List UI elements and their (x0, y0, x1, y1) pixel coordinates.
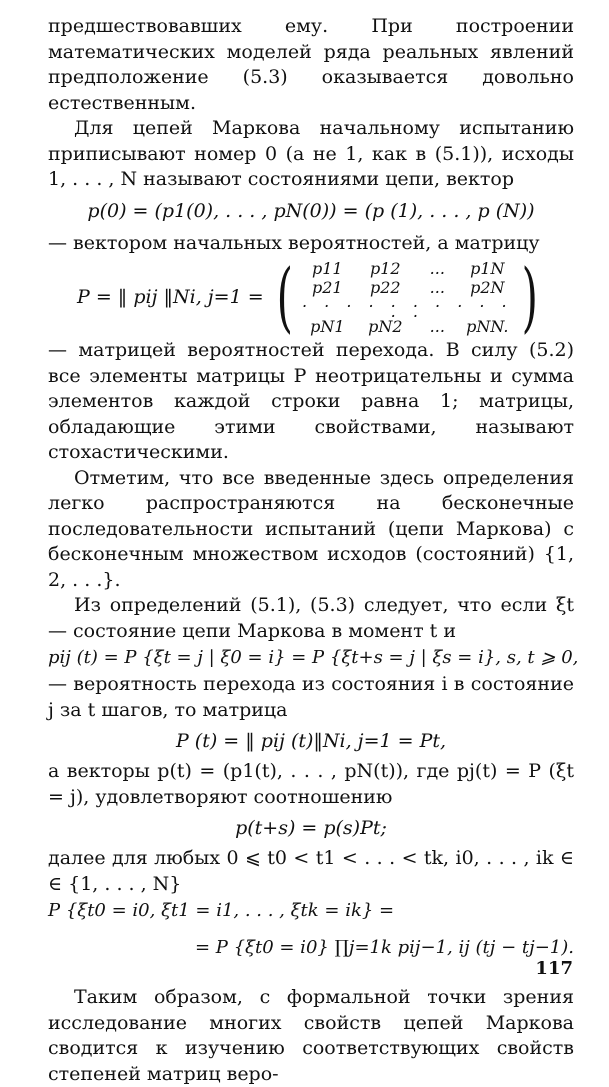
left-paren: ( (276, 252, 293, 341)
matrix-cell: p1N (470, 258, 505, 278)
paragraph-9: далее для любых 0 ⩽ t0 < t1 < . . . < tk, i0, . . . , ik ∈ ∈ {1, . . . , N} (48, 847, 574, 895)
right-paren: ) (521, 252, 539, 341)
equation-initial-vector: p(0) = (p1(0), . . . , pN(0)) = (p (1), . . . , p (N)) (87, 199, 535, 222)
matrix-cell: ... (429, 258, 445, 278)
text-body (48, 14, 579, 1087)
matrix-cell: p21 (312, 277, 343, 297)
matrix-cell: pN1 (310, 316, 345, 336)
matrix-lhs: P = ‖ pij ‖Ni, j=1 = (77, 286, 264, 308)
equation-matrix-power: P (t) = ‖ pij (t)‖Ni, j=1 = Pt, (175, 730, 447, 752)
paragraph-4: — матрицей вероятностей перехода. В силу (5.2) все элементы матрицы P неотрицательны и сумма элементов каждой строки равна 1; матрицы, обладающие этими свойствами, называют стохастическими. (48, 339, 574, 463)
matrix-cell: p12 (370, 258, 401, 278)
paragraph-2: Для цепей Маркова начальному испытанию приписывают номер 0 (а не 1, как в (5.1)), исходы 1, . . . , N называют состояниями цепи, вектор (48, 117, 574, 190)
paragraph-7: — вероятность перехода из состояния i в состояние j за t шагов, то матрица (48, 673, 574, 721)
matrix-cell: ... (429, 277, 445, 297)
matrix-dots-row: . . . . . . . . . . . . (301, 291, 513, 321)
page-number: 117 (535, 958, 573, 979)
matrix-cell: ... (429, 316, 445, 336)
matrix-cell: p11 (312, 258, 343, 278)
matrix-cell: p2N (470, 277, 505, 297)
matrix-grid (299, 259, 515, 336)
equation-vector-relation: p(t+s) = p(s)Pt; (235, 817, 387, 839)
paragraph-5: Отметим, что все введенные здесь определения легко распространяются на бесконечные последовательности испытаний (цепи Маркова) с бесконечным множеством исходов (состояний) {1, 2, . . .}. (48, 466, 574, 591)
equation-joint-probability: P {ξt0 = i0, ξt1 = i1, . . . , ξtk = ik} = (48, 900, 395, 921)
paragraph-1: предшествовавших ему. При построении математических моделей ряда реальных явлений предположение (5.3) оказывается довольно естественным. (48, 15, 574, 114)
equation-transition-probability: pij (t) = P {ξt = j | ξ0 = i} = P {ξt+s = j | ξs = i}, s, t ⩾ 0, (48, 647, 579, 668)
paragraph-6: Из определений (5.1), (5.3) следует, что если ξt — состояние цепи Маркова в момент t и (48, 594, 574, 642)
transition-matrix (270, 252, 545, 341)
equation-product-formula: = P {ξt0 = i0} ∏j=1k pij−1, ij (tj − tj−1). (194, 937, 574, 958)
paragraph-10: Таким образом, с формальной точки зрения исследование многих свойств цепей Маркова сводится к изучению соответствующих свойств степеней матриц веро- (48, 986, 574, 1085)
paragraph-8: а векторы p(t) = (p1(t), . . . , pN(t)), где pj(t) = P (ξt = j), удовлетворяют соотношению (48, 760, 574, 808)
matrix-cell: pNN. (466, 316, 509, 336)
paragraph-3: — вектором начальных вероятностей, а матрицу (48, 231, 540, 254)
transition-matrix-equation (48, 252, 574, 341)
matrix-cell: p22 (370, 277, 401, 297)
matrix-cell: pN2 (368, 316, 403, 336)
